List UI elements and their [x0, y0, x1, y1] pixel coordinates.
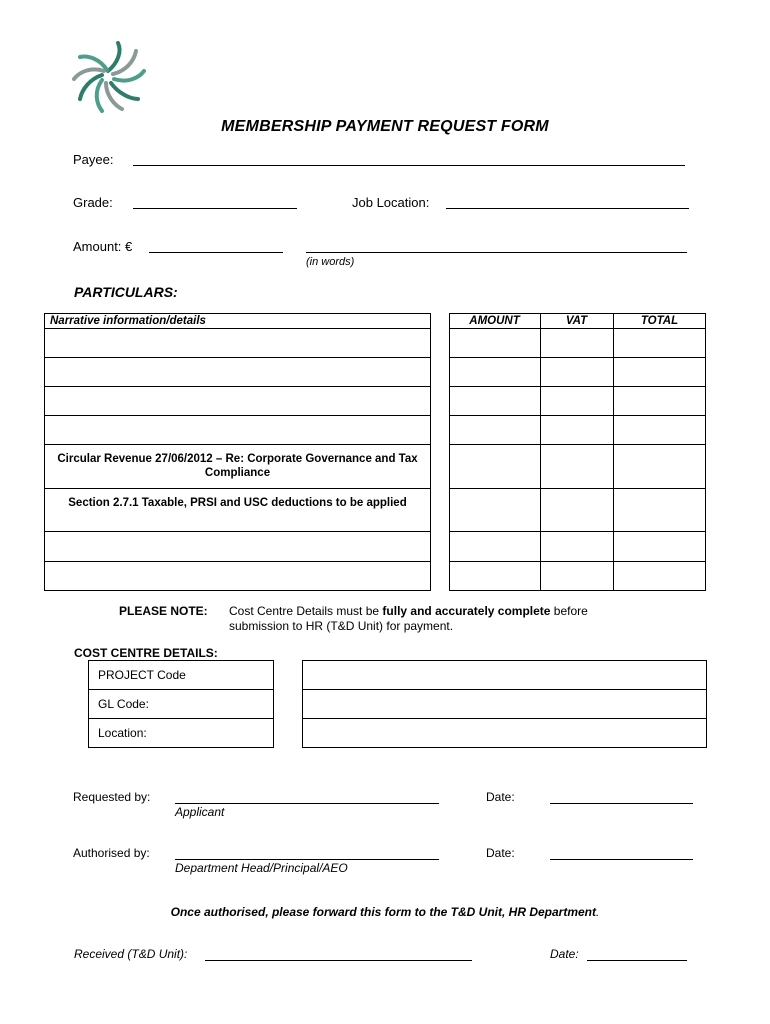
authorised-by-label: Authorised by:: [73, 846, 150, 860]
cost-centre-heading: COST CENTRE DETAILS:: [74, 646, 218, 660]
amount-header: AMOUNT: [469, 315, 520, 327]
job-location-field[interactable]: [446, 208, 689, 209]
narrative-header: Narrative information/details: [50, 315, 206, 327]
section-note: Section 2.7.1 Taxable, PRSI and USC deductions to be applied: [68, 497, 407, 509]
circular-note: Circular Revenue 27/06/2012 – Re: Corporate Governance and Tax Compliance: [57, 453, 418, 479]
requested-date-field[interactable]: [550, 803, 693, 804]
received-label: Received (T&D Unit):: [74, 947, 188, 961]
forward-note: Once authorised, please forward this form to the T&D Unit, HR Department.: [170, 905, 600, 919]
gl-code-label: GL Code:: [98, 697, 149, 711]
received-date-field[interactable]: [587, 960, 687, 961]
location-label: Location:: [98, 726, 147, 740]
received-date-label: Date:: [550, 947, 579, 961]
amount-words-field[interactable]: [306, 252, 687, 253]
vat-header: VAT: [565, 315, 588, 327]
amount-table: [449, 313, 706, 591]
dept-head-caption: Department Head/Principal/AEO: [175, 861, 348, 875]
applicant-caption: Applicant: [175, 805, 225, 819]
amount-field[interactable]: [149, 252, 283, 253]
please-note-label: PLEASE NOTE:: [119, 604, 208, 618]
received-field[interactable]: [205, 960, 472, 961]
page-title: MEMBERSHIP PAYMENT REQUEST FORM: [221, 118, 549, 135]
in-words-caption: (in words): [306, 256, 355, 268]
grade-label: Grade:: [73, 195, 113, 210]
grade-field[interactable]: [133, 208, 297, 209]
authorised-date-field[interactable]: [550, 859, 693, 860]
payee-label: Payee:: [73, 152, 114, 167]
requested-by-label: Requested by:: [73, 790, 151, 804]
cost-centre-values-box: [302, 660, 707, 748]
total-header: TOTAL: [640, 315, 679, 327]
particulars-heading: PARTICULARS:: [74, 284, 178, 300]
payee-field[interactable]: [133, 165, 685, 166]
authorised-date-label: Date:: [486, 846, 515, 860]
please-note-text: Cost Centre Details must be fully and accurately complete before submission to HR (T&D Unit) for payment.: [229, 604, 588, 633]
project-code-label: PROJECT Code: [98, 668, 186, 682]
swirl-logo-icon: [68, 40, 148, 115]
amount-label: Amount: €: [73, 239, 133, 254]
job-location-label: Job Location:: [352, 195, 430, 210]
authorised-by-field[interactable]: [175, 859, 439, 860]
requested-by-field[interactable]: [175, 803, 439, 804]
requested-date-label: Date:: [486, 790, 515, 804]
